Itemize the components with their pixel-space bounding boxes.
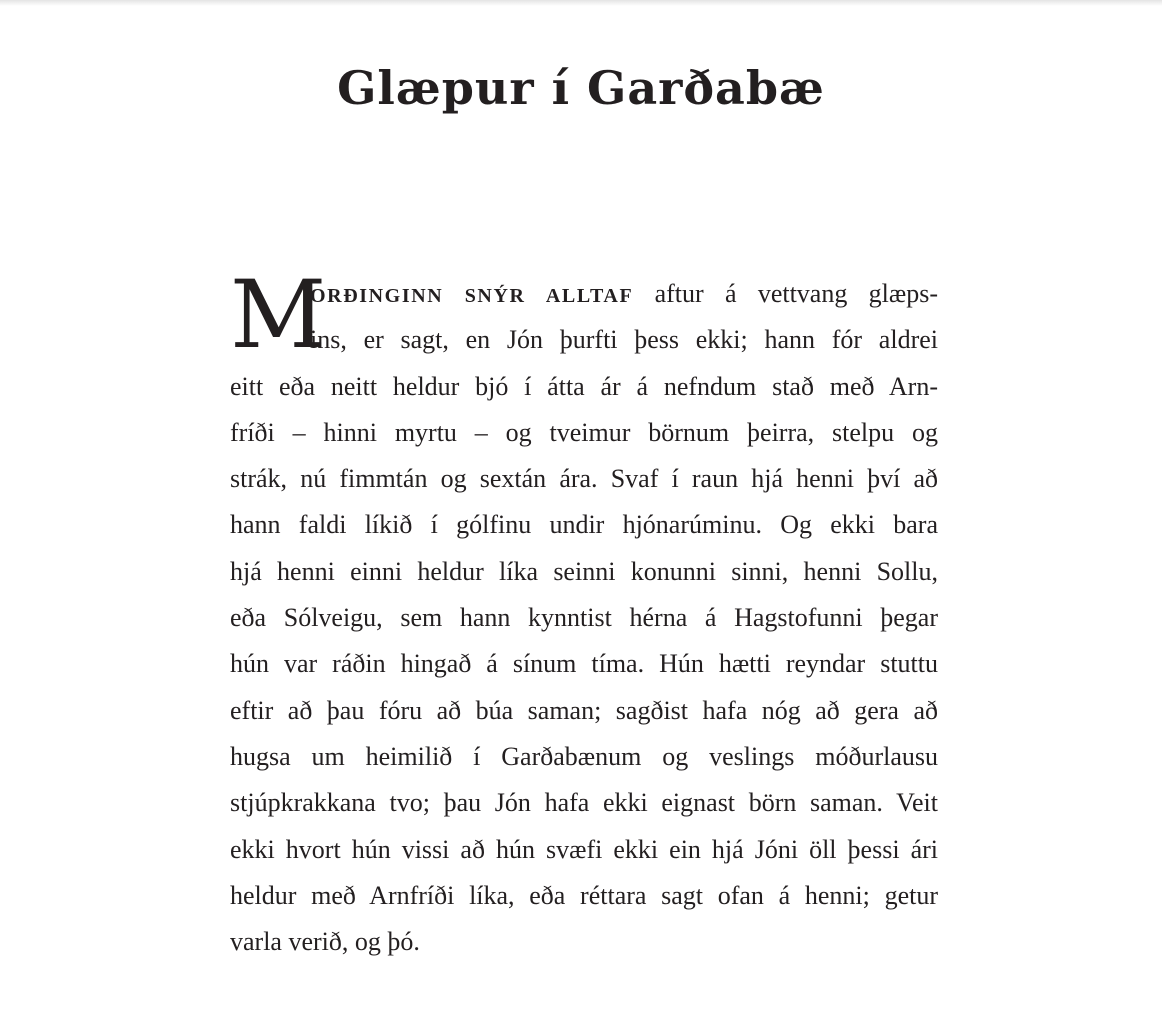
- text-line-6: hann faldi líkið í gólfinu undir hjónarúminu. Og ekki bara: [230, 510, 938, 540]
- text-line-15: varla verið, og þó.: [230, 927, 420, 957]
- drop-cap: M: [230, 261, 325, 370]
- text-line-10: eftir að þau fóru að búa saman; sagðist hafa nóg að gera að: [230, 695, 938, 725]
- text-line-11: hugsa um heimilið í Garðabænum og veslings móðurlausu: [230, 741, 938, 771]
- top-edge-shadow: [0, 0, 1162, 6]
- text-line-14: heldur með Arnfríði líka, eða réttara sagt ofan á henni; getur: [230, 880, 938, 910]
- lead-in-smallcaps: ORÐINGINN SNÝR ALLTAF: [310, 285, 634, 307]
- text-line-1: [230, 271, 938, 317]
- text-line-13: ekki hvort hún vissi að hún svæfi ekki ein hjá Jóni öll þessi ári: [230, 834, 938, 864]
- text-line-5: strák, nú fimmtán og sextán ára. Svaf í raun hjá henni því að: [230, 464, 938, 494]
- line-text: aftur á vettvang glæps-: [654, 279, 938, 308]
- text-line-8: eða Sólveigu, sem hann kynntist hérna á Hagstofunni þegar: [230, 603, 938, 633]
- text-line-9: hún var ráðin hingað á sínum tíma. Hún hætti reyndar stuttu: [230, 649, 938, 679]
- text-line-7: hjá henni einni heldur líka seinni konunni sinni, henni Sollu,: [230, 556, 938, 586]
- text-line-2: ins, er sagt, en Jón þurfti þess ekki; hann fór aldrei: [310, 325, 938, 355]
- body-text: [230, 261, 938, 965]
- text-line-4: fríði – hinni myrtu – og tveimur börnum þeirra, stelpu og: [230, 417, 938, 447]
- page-title: Glæpur í Garðabæ: [337, 61, 825, 115]
- text-line-12: stjúpkrakkana tvo; þau Jón hafa ekki eignast börn saman. Veit: [230, 788, 938, 818]
- text-line-3: eitt eða neitt heldur bjó í átta ár á nefndum stað með Arn-: [230, 371, 938, 401]
